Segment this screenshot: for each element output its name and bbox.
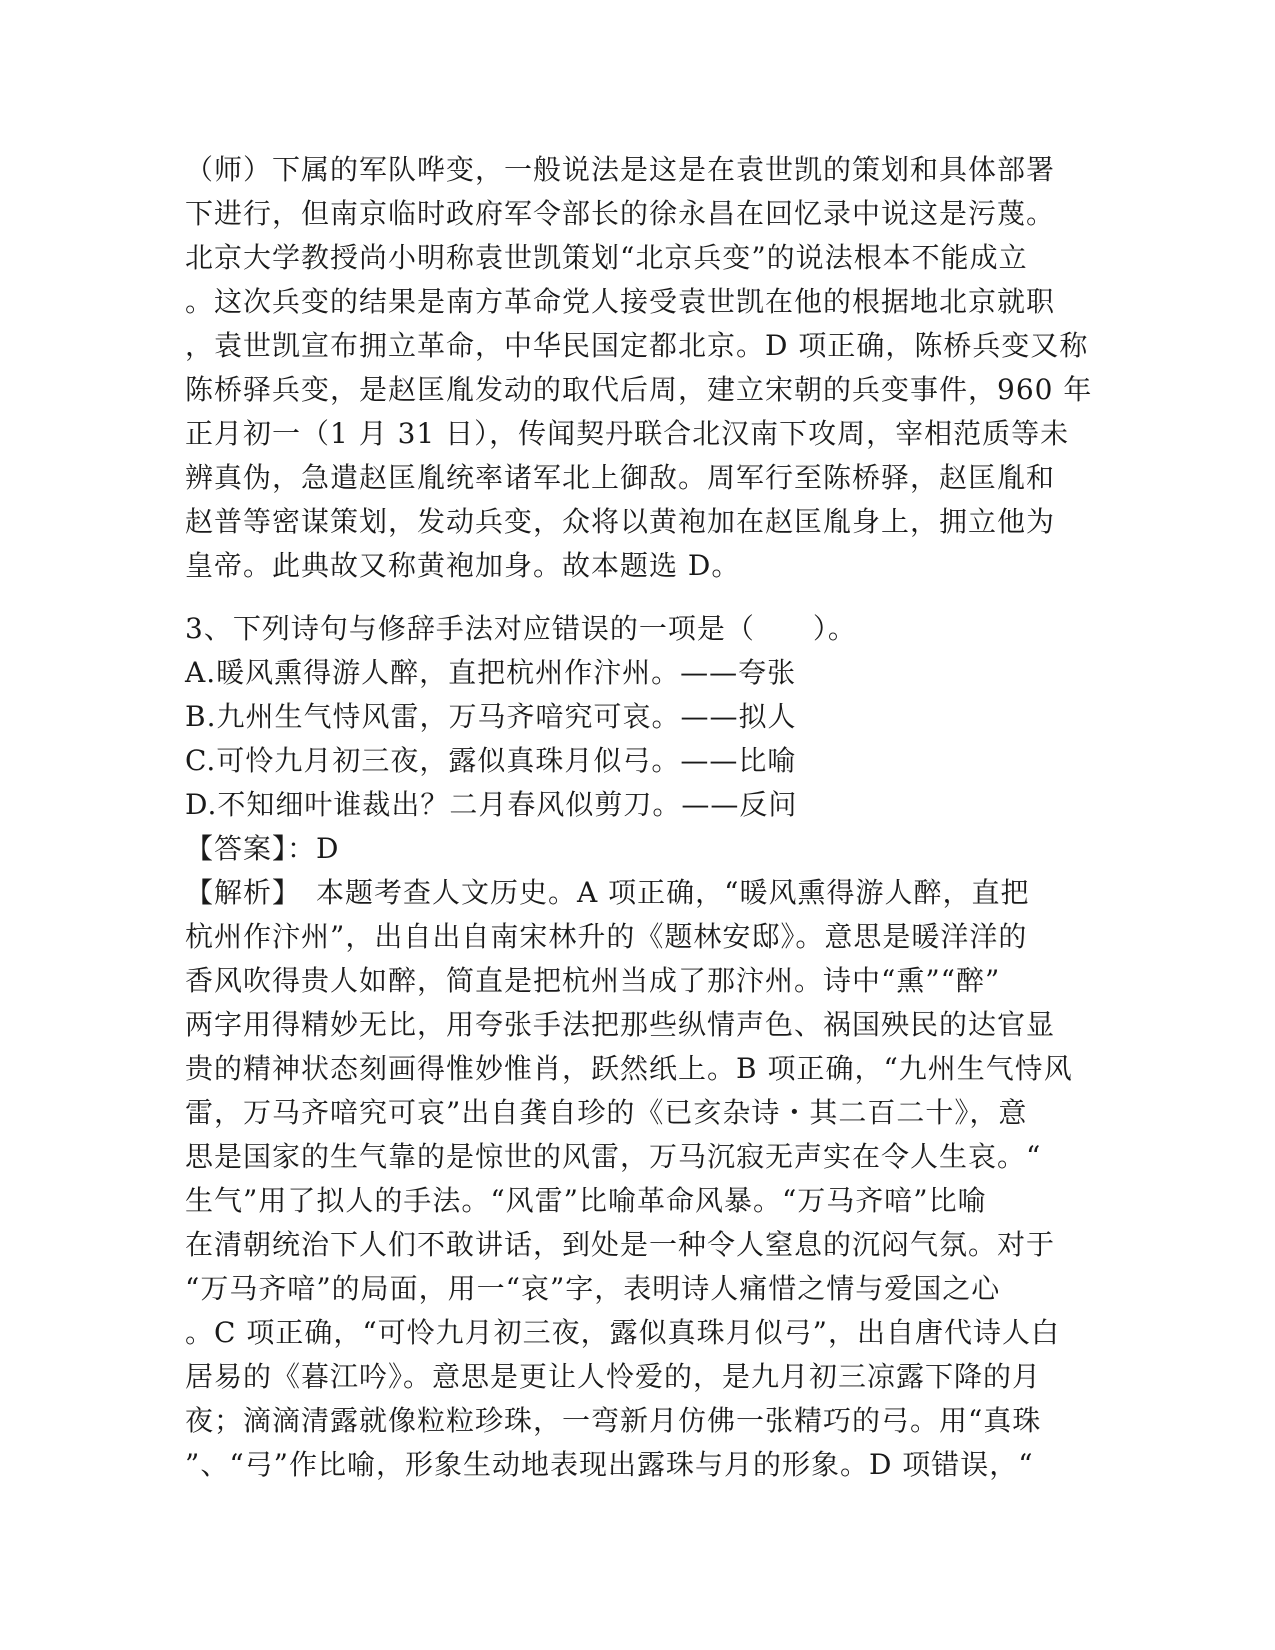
analysis-line: 夜；滴滴清露就像粒粒珍珠，一弯新月仿佛一张精巧的弓。用“真珠 xyxy=(185,1404,1042,1437)
analysis-line: 香风吹得贵人如醉，简直是把杭州当成了那汴州。诗中“熏”“醉” xyxy=(185,964,1001,997)
text-line: 北京大学教授尚小明称袁世凯策划“北京兵变”的说法根本不能成立 xyxy=(185,241,1028,274)
option-d: D.不知细叶谁裁出？二月春风似剪刀。——反问 xyxy=(185,788,798,821)
previous-analysis xyxy=(185,148,1093,588)
analysis-block xyxy=(185,871,1085,1487)
analysis-line: 在清朝统治下人们不敢讲话，到处是一种令人窒息的沉闷气氛。对于 xyxy=(185,1228,1056,1261)
analysis-line: 雷，万马齐喑究可哀”出自龚自珍的《已亥杂诗・其二百二十》，意 xyxy=(185,1096,1028,1129)
analysis-line: 生气”用了拟人的手法。“风雷”比喻革命风暴。“万马齐喑”比喻 xyxy=(185,1184,987,1217)
text-line: 皇帝。此典故又称黄袍加身。故本题选 D。 xyxy=(185,549,741,582)
analysis-line: 杭州作汴州”，出自出自南宋林升的《题林安邸》。意思是暖洋洋的 xyxy=(185,920,1028,953)
option-b: B.九州生气恃风雷，万马齐喑究可哀。——拟人 xyxy=(185,700,797,733)
document-page xyxy=(185,148,1093,1487)
text-line: 陈桥驿兵变，是赵匡胤发动的取代后周，建立宋朝的兵变事件，960 年 xyxy=(185,373,1093,406)
analysis-line: 。C 项正确，“可怜九月初三夜，露似真珠月似弓”，出自唐代诗人白 xyxy=(185,1316,1060,1349)
question-stem: 3、下列诗句与修辞手法对应错误的一项是（ ）。 xyxy=(185,612,857,645)
text-line: 赵普等密谋策划，发动兵变，众将以黄袍加在赵匡胤身上，拥立他为 xyxy=(185,505,1056,538)
text-line: （师）下属的军队哗变，一般说法是这是在袁世凯的策划和具体部署 xyxy=(185,153,1056,186)
question-3 xyxy=(185,607,1085,1487)
text-line: 下进行，但南京临时政府军令部长的徐永昌在回忆录中说这是污蔑。 xyxy=(185,197,1056,230)
text-line: 正月初一（1 月 31 日），传闻契丹联合北汉南下攻周，宰相范质等未 xyxy=(185,417,1070,450)
analysis-line: ”、“弓”作比喻，形象生动地表现出露珠与月的形象。D 项错误，“ xyxy=(185,1448,1034,1481)
paragraph-gap xyxy=(185,588,1085,607)
text-line: 辨真伪，急遣赵匡胤统率诸军北上御敌。周军行至陈桥驿，赵匡胤和 xyxy=(185,461,1056,494)
analysis-line: “万马齐喑”的局面，用一“哀”字，表明诗人痛惜之情与爱国之心 xyxy=(185,1272,1001,1305)
answer-line: 【答案】：D xyxy=(185,832,340,865)
option-c: C.可怜九月初三夜，露似真珠月似弓。——比喻 xyxy=(185,744,797,777)
analysis-line: 思是国家的生气靠的是惊世的风雷，万马沉寂无声实在令人生哀。“ xyxy=(185,1140,1042,1173)
text-line: ，袁世凯宣布拥立革命，中华民国定都北京。D 项正确，陈桥兵变又称 xyxy=(185,329,1089,362)
analysis-line: 两字用得精妙无比，用夸张手法把那些纵情声色、祸国殃民的达官显 xyxy=(185,1008,1056,1041)
analysis-line: 居易的《暮江吟》。意思是更让人怜爱的，是九月初三凉露下降的月 xyxy=(185,1360,1042,1393)
analysis-line: 【解析】 本题考查人文历史。A 项正确，“暖风熏得游人醉，直把 xyxy=(185,876,1030,909)
text-line: 。这次兵变的结果是南方革命党人接受袁世凯在他的根据地北京就职 xyxy=(185,285,1056,318)
option-a: A.暖风熏得游人醉，直把杭州作汴州。——夸张 xyxy=(185,656,797,689)
analysis-line: 贵的精神状态刻画得惟妙惟肖，跃然纸上。B 项正确，“九州生气恃风 xyxy=(185,1052,1073,1085)
